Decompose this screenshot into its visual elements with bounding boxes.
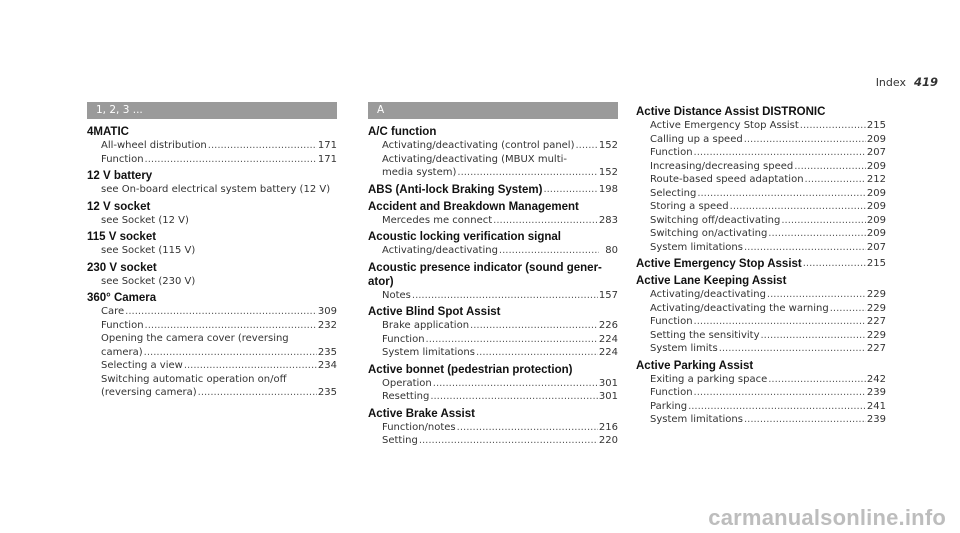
page-reference[interactable]: 171 (317, 153, 337, 165)
index-entry-heading: Active Blind Spot Assist (368, 306, 501, 318)
entry-label: ABS (Anti-lock Braking System) (368, 183, 543, 196)
leader-dots (144, 346, 317, 360)
index-entry (87, 200, 337, 228)
sub-entry-label: Function/notes (382, 421, 456, 433)
index-entry (368, 200, 618, 228)
sub-entry-label: Selecting a view (101, 360, 183, 371)
sub-entry[interactable] (636, 227, 886, 241)
leader-dots (730, 200, 866, 214)
leader-dots (794, 160, 866, 174)
page-reference[interactable]: 229 (866, 329, 886, 341)
index-entry-heading: Active Brake Assist (368, 407, 475, 420)
sub-entry[interactable] (368, 333, 618, 347)
leader-dots (419, 434, 598, 448)
sub-entry-label: Exiting a parking space (650, 373, 768, 385)
sub-entry-label: Selecting (650, 187, 697, 199)
page-reference[interactable]: 157 (598, 289, 618, 301)
index-entry (368, 125, 618, 180)
sub-entry-label: All-wheel distribution (101, 140, 207, 151)
index-entry-heading[interactable] (368, 183, 618, 197)
leader-dots (457, 166, 598, 180)
sub-entry[interactable] (636, 146, 886, 160)
sub-entry[interactable] (368, 319, 618, 333)
leader-dots (493, 214, 598, 228)
index-title: Index (875, 76, 906, 89)
leader-dots (457, 421, 598, 435)
leader-dots (830, 302, 866, 316)
sub-entry[interactable] (87, 305, 337, 319)
page-reference[interactable]: 283 (598, 214, 618, 226)
leader-dots (184, 359, 317, 373)
sub-entry-label: Activating/deactivating (650, 289, 766, 300)
page-reference[interactable]: 212 (866, 174, 886, 185)
sub-entry-label: Operation (382, 377, 432, 389)
sub-entry-label: (reversing camera) (101, 387, 197, 398)
index-entry (636, 274, 886, 356)
page-reference[interactable]: 207 (866, 147, 886, 158)
sub-entry-label: Setting the sensitivity (650, 329, 760, 341)
sub-entry-label: System limits (650, 343, 718, 354)
leader-dots (433, 377, 598, 391)
sub-entry-label: Resetting (382, 391, 430, 402)
page-reference[interactable]: 309 (317, 306, 337, 317)
leader-dots (145, 153, 317, 167)
page-reference[interactable]: 226 (598, 320, 618, 331)
index-entry-heading: A/C function (368, 126, 437, 138)
sub-entry-label: camera) (101, 346, 143, 358)
page-reference[interactable]: 209 (866, 201, 886, 212)
index-entry (368, 230, 618, 258)
sub-entry-label: Notes (382, 289, 411, 301)
index-entry-heading: Acoustic presence indicator (sound gener- (368, 261, 602, 274)
sub-entry[interactable] (636, 386, 886, 400)
leader-dots (543, 183, 597, 197)
index-column-1 (87, 102, 337, 400)
section-header: A (368, 102, 618, 119)
sub-entry[interactable] (636, 187, 886, 201)
watermark: carmanualsonline.info (708, 505, 946, 530)
page-reference[interactable]: 235 (317, 346, 337, 358)
page-reference[interactable]: 80 (605, 245, 618, 256)
sub-entry[interactable] (636, 214, 886, 228)
sub-entry[interactable] (636, 413, 886, 427)
page-reference[interactable]: 227 (866, 343, 886, 354)
leader-dots (694, 315, 866, 329)
index-entry (87, 291, 337, 400)
sub-entry-label: Function (101, 153, 144, 165)
page-reference[interactable]: 301 (598, 377, 618, 389)
index-entry-heading: Accident and Breakdown Management (368, 200, 579, 213)
page-reference[interactable]: 229 (866, 302, 886, 314)
page-reference[interactable]: 207 (866, 241, 886, 253)
section-header: 1, 2, 3 ... (87, 102, 337, 119)
index-entry (368, 261, 618, 303)
index-entry (636, 105, 886, 254)
sub-entry-label: Mercedes me connect (382, 214, 493, 226)
sub-entry[interactable] (636, 342, 886, 356)
page-reference[interactable]: 209 (866, 214, 886, 226)
index-entry (368, 305, 618, 360)
sub-entry[interactable] (368, 214, 618, 228)
sub-entry[interactable] (368, 377, 618, 391)
page-reference[interactable]: 224 (598, 333, 618, 345)
index-column-3 (636, 102, 886, 427)
entry-label: Active Emergency Stop Assist (636, 258, 802, 270)
sub-entry[interactable] (636, 400, 886, 414)
leader-dots (476, 346, 598, 360)
page-reference[interactable]: 152 (598, 167, 618, 178)
sub-entry[interactable] (368, 421, 618, 435)
sub-entry-label: Route-based speed adaptation (650, 174, 804, 185)
leader-dots (412, 289, 598, 303)
sub-entry[interactable] (636, 200, 886, 214)
page-reference[interactable]: 198 (598, 183, 618, 195)
leader-dots (198, 386, 317, 400)
sub-entry[interactable] (636, 160, 886, 174)
page-reference[interactable]: 227 (866, 316, 886, 327)
leader-dots (800, 119, 866, 133)
leader-dots (125, 305, 317, 319)
sub-entry[interactable] (87, 139, 337, 153)
page-reference[interactable]: 152 (598, 140, 618, 151)
leader-dots (576, 139, 598, 153)
sub-entry[interactable] (368, 434, 618, 448)
leader-dots (208, 139, 317, 153)
leader-dots (803, 257, 866, 271)
index-entry (636, 359, 886, 427)
leader-dots (688, 400, 866, 414)
index-entry (87, 169, 337, 197)
sub-entry-label: Activating/deactivating (382, 245, 498, 256)
index-entry (368, 407, 618, 448)
index-entry-heading: 12 V socket (87, 200, 151, 213)
sub-entry-label: System limitations (650, 414, 743, 425)
sub-entry-label: Setting (382, 435, 418, 446)
leader-dots (805, 173, 866, 187)
index-entry (87, 230, 337, 258)
index-entry-heading: 115 V socket (87, 231, 157, 243)
page-reference[interactable]: 209 (866, 160, 886, 172)
page-reference[interactable]: 224 (598, 347, 618, 358)
leader-dots (426, 333, 598, 347)
sub-entry[interactable] (636, 288, 886, 302)
page-reference[interactable]: 239 (866, 414, 886, 425)
sub-entry-label: Switching on/activating (650, 228, 768, 239)
page-number: 419 (913, 75, 938, 89)
sub-entry-label: Care (101, 306, 125, 317)
index-entry-heading: Active Parking Assist (636, 359, 754, 372)
sub-entry-label: System limitations (650, 241, 743, 253)
index-entry (87, 261, 337, 289)
page-reference[interactable]: 235 (317, 387, 337, 398)
index-entry (368, 183, 618, 197)
sub-entry[interactable] (636, 173, 886, 187)
page-reference[interactable]: 209 (866, 133, 886, 145)
index-entry-heading: 360° Camera (87, 292, 157, 304)
sub-entry[interactable] (636, 373, 886, 387)
leader-dots (768, 373, 866, 387)
index-entry-heading: Acoustic locking verification signal (368, 231, 561, 243)
index-entry (87, 125, 337, 166)
sub-entry-text: see On-board electrical system battery (12 V) (101, 184, 331, 195)
sub-entry-label: media system) (382, 167, 457, 178)
sub-entry[interactable] (368, 390, 618, 404)
sub-entry[interactable] (87, 153, 337, 167)
sub-entry-label: Activating/deactivating (control panel) (382, 140, 575, 151)
leader-dots (761, 329, 866, 343)
leader-dots (781, 214, 866, 228)
sub-entry[interactable] (636, 119, 886, 133)
sub-entry[interactable] (87, 386, 337, 400)
index-entry-heading-cont: ator) (368, 275, 394, 288)
sub-entry-text: see Socket (12 V) (101, 214, 189, 226)
leader-dots (470, 319, 598, 333)
sub-entry-label: Function (650, 316, 693, 327)
sub-entry-label: Increasing/decreasing speed (650, 160, 794, 172)
page-reference[interactable]: 209 (866, 228, 886, 239)
index-entry (636, 257, 886, 271)
page-reference[interactable]: 215 (866, 258, 886, 269)
sub-entry-label: System limitations (382, 347, 475, 358)
sub-entry-text: see Socket (115 V) (101, 245, 196, 256)
index-entry-heading: 4MATIC (87, 126, 129, 138)
index-entry-heading: Active Distance Assist DISTRONIC (636, 106, 826, 118)
sub-entry-text: see Socket (230 V) (101, 275, 196, 287)
leader-dots (430, 390, 598, 404)
index-entry-heading: Active bonnet (pedestrian protection) (368, 363, 573, 376)
leader-dots (145, 319, 317, 333)
index-entry-heading: Active Lane Keeping Assist (636, 275, 787, 287)
sub-entry-text: Activating/deactivating (MBUX multi- (382, 153, 567, 165)
sub-entry-label: Switching off/deactivating (650, 214, 781, 226)
sub-entry-label: Active Emergency Stop Assist (650, 120, 799, 131)
leader-dots (768, 227, 866, 241)
page-header (876, 75, 938, 89)
page-reference[interactable]: 171 (317, 140, 337, 151)
leader-dots (694, 386, 866, 400)
sub-entry[interactable] (368, 166, 618, 180)
index-entry-heading[interactable] (636, 257, 886, 271)
page-reference[interactable]: 220 (598, 435, 618, 446)
sub-entry[interactable] (636, 241, 886, 255)
sub-entry[interactable] (368, 244, 618, 258)
page-reference[interactable]: 232 (317, 319, 337, 331)
sub-entry-label: Function (650, 387, 693, 398)
leader-dots (694, 146, 866, 160)
sub-entry[interactable] (636, 133, 886, 147)
leader-dots (744, 413, 866, 427)
sub-entry-label: Function (650, 147, 693, 158)
sub-entry-label: Brake application (382, 320, 470, 331)
sub-entry-label: Activating/deactivating the warning (650, 302, 829, 314)
sub-entry-label: Function (382, 333, 425, 345)
sub-entry[interactable] (368, 139, 618, 153)
sub-entry[interactable] (87, 359, 337, 373)
page-reference[interactable]: 239 (866, 387, 886, 398)
page-reference[interactable]: 216 (598, 421, 618, 433)
leader-dots (697, 187, 866, 201)
sub-entry[interactable] (636, 302, 886, 316)
sub-entry-label: Calling up a speed (650, 133, 743, 145)
sub-entry[interactable] (636, 315, 886, 329)
leader-dots (744, 241, 866, 255)
page-reference[interactable]: 215 (866, 120, 886, 131)
sub-entry-text: Opening the camera cover (reversing (101, 333, 289, 344)
page-reference[interactable]: 241 (866, 400, 886, 412)
leader-dots (767, 288, 866, 302)
sub-entry-label: Storing a speed (650, 201, 729, 212)
page-reference[interactable]: 229 (866, 289, 886, 300)
leader-dots (499, 244, 599, 258)
page-reference[interactable]: 301 (598, 391, 618, 402)
sub-entry-label: Function (101, 319, 144, 331)
index-entry-heading: 230 V socket (87, 261, 157, 274)
page-reference[interactable]: 209 (866, 187, 886, 199)
leader-dots (719, 342, 866, 356)
index-column-2 (368, 102, 618, 448)
page-reference[interactable]: 234 (317, 360, 337, 371)
sub-entry[interactable] (636, 329, 886, 343)
sub-entry[interactable] (368, 346, 618, 360)
sub-entry-text: Switching automatic operation on/off (101, 373, 287, 385)
index-entry (368, 363, 618, 404)
sub-entry-label: Parking (650, 400, 688, 412)
page-reference[interactable]: 242 (866, 373, 886, 385)
leader-dots (744, 133, 866, 147)
sub-entry[interactable] (87, 346, 337, 360)
index-entry-heading: 12 V battery (87, 170, 153, 182)
sub-entry[interactable] (87, 319, 337, 333)
sub-entry[interactable] (368, 289, 618, 303)
